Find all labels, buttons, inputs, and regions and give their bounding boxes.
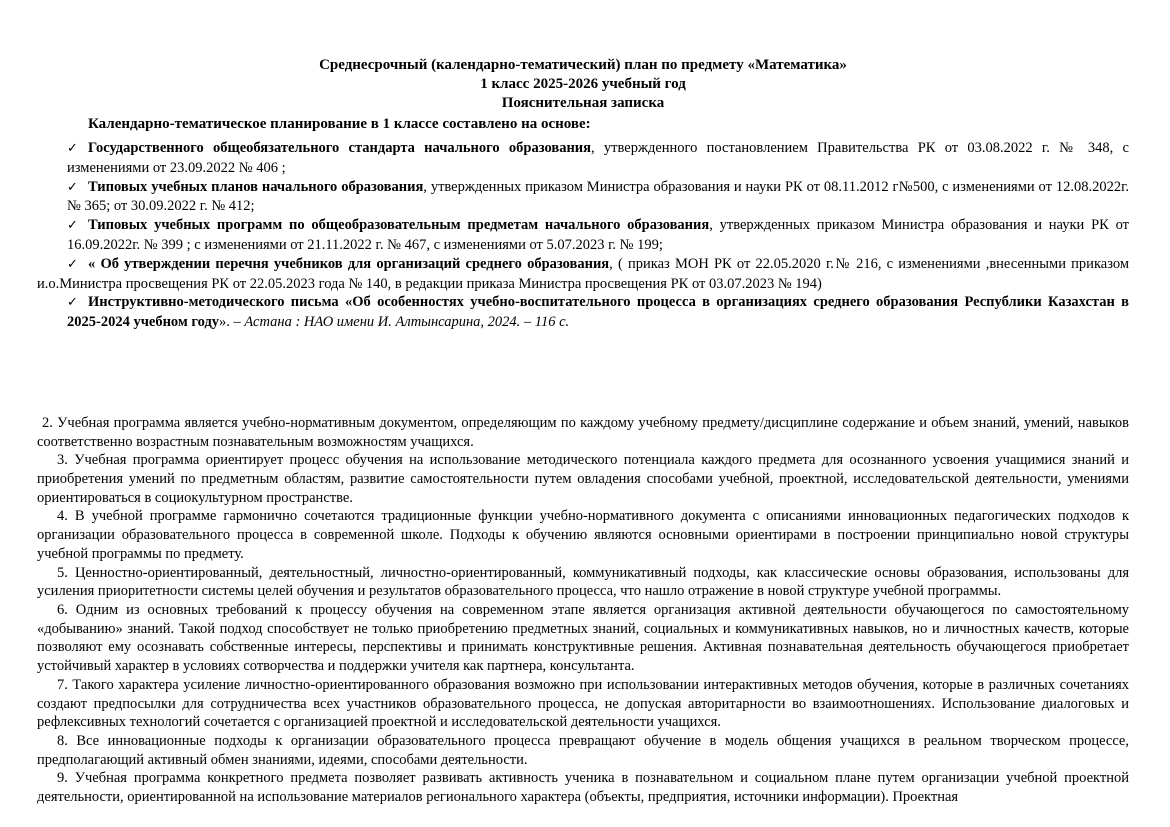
- intro-line: Календарно-тематическое планирование в 1 классе составлено на основе:: [88, 116, 591, 132]
- section-heading: Пояснительная записка: [501, 95, 665, 111]
- bullet-regular-text: , утвержденных приказом Министра образования и науки РК от 16.09.2022г. № 399 ; с изменениями от 21.11.2022 г. № 467, с изменениями от 5.07.2023 г. № 199;: [67, 217, 1129, 253]
- bullet-bold-text: Типовых учебных планов начального образования: [88, 178, 424, 195]
- bullet-bold-text: Государственного общеобязательного стандарта начального образования: [88, 140, 591, 156]
- list-item-standard: [67, 139, 1129, 178]
- body-text: [37, 414, 1129, 807]
- bullet-regular-text: ».: [219, 314, 234, 331]
- bullet-regular-text: , утвержденного постановлением Правительства РК от 03.08.2022 г. № 348, с изменениями от 23.09.2022 № 406 ;: [67, 140, 1129, 176]
- paragraph-5: 5. Ценностно-ориентированный, деятельностный, личностно-ориентированный, коммуникативный подходы, как классические основы образования, использованы для усиления приоритетности системы целей обучения и результатов образовательного процесса, что нашло отражение в новой структуре учебной программы.: [37, 564, 1129, 600]
- checkmark-icon: ✓: [67, 218, 78, 234]
- bullet-bold-text: Инструктивно-методического письма «Об особенностях учебно-воспитательного процесса в организациях среднего образования Республики Казахстан в 2025-2024 учебном году: [67, 294, 1129, 331]
- paragraph-8: 8. Все инновационные подходы к организации образовательного процесса превращают обучение в модель общения учащихся в реальном творческом процессе, предполагающий активный обмен знаниями, идеями, способами деятельности.: [37, 732, 1129, 768]
- document-subtitle: 1 класс 2025-2026 учебный год: [480, 76, 686, 92]
- paragraph-9: 9. Учебная программа конкретного предмета позволяет развивать активность ученика в познавательном и социальном плане путем организации учебной проектной деятельности, ориентированной на использование материалов регионального характера (объекты, предприятия, источники информации). Проектная: [37, 770, 1129, 806]
- document-title: Среднесрочный (календарно-тематический) план по предмету «Математика»: [319, 57, 847, 73]
- paragraph-7: 7. Такого характера усиление личностно-ориентированного образования возможно при использовании интерактивных методов обучения, которые в различных сочетаниях создают предпосылки для сотрудничества всех участников образовательного процесса, не допуская авторитарности во взаимоотношениях. Использование диалоговых и рефлексивных технологий сочетается с организацией проектной и исследовательской деятельности учащихся.: [37, 676, 1129, 731]
- list-item-textbooks: [37, 255, 1129, 294]
- bullet-italic-text: – Астана : НАО имени И. Алтынсарина, 2024. – 116 с.: [233, 314, 570, 331]
- title-block: [37, 56, 1129, 113]
- checkmark-icon: ✓: [67, 295, 78, 311]
- paragraph-2: 2. Учебная программа является учебно-нормативным документом, определяющим по каждому учебному предмету/дисциплине содержание и объем знаний, умений, навыков соответственно возрастным познавательным возможностям учащихся.: [37, 414, 1129, 450]
- bullet-bold-text: « Об утверждении перечня учебников для организаций среднего образования: [88, 255, 610, 272]
- paragraph-3: 3. Учебная программа ориентирует процесс обучения на использование методического потенциала каждого предмета для осознанного усвоения учащимися знаний и приобретения умений по предметным областям, развитие самостоятельности путем овладения способами учебной, проектной, исследовательской деятельности, умениями ориентироваться в социокультурном пространстве.: [37, 452, 1129, 506]
- checkmark-icon: ✓: [67, 141, 78, 156]
- list-item-curricula: [67, 178, 1129, 217]
- list-item-letter: [67, 293, 1129, 332]
- bullet-regular-text: , ( приказ МОН РК от 22.05.2020 г.№ 216, с изменениями ,внесенными приказом и.о.Министра просвещения РК от 22.05.2023 года № 140, в редакции приказа Министра просвещения РК от 03.07.2023 № 194): [37, 255, 1129, 292]
- paragraph-6: 6. Одним из основных требований к процессу обучения на современном этапе является организация активной деятельности обучающегося по самостоятельному «добыванию» знаний. Такой подход способствует не только приобретению предметных знаний, социальных и коммуникативных навыков, но и личностных качеств, которые позволяют ему осознавать собственные интересы, перспективы и принимать конструктивные решения. Активная познавательная деятельность обучающегося приобретает устойчивый характер в условиях сотворчества и поддержки учителя как партнера, консультанта.: [37, 602, 1129, 675]
- paragraph-4: 4. В учебной программе гармонично сочетаются традиционные функции учебно-нормативного документа с описаниями инновационных педагогических подходов к организации образовательного процесса в современной школе. Подходы к обучению являются основными ориентирами в построении принципиально новой структуры учебной программы по предмету.: [37, 508, 1129, 562]
- bullet-regular-text: , утвержденных приказом Министра образования и науки РК от 08.11.2012 г№500, с изменениями от 12.08.2022г. № 365; от 30.09.2022 г. № 412;: [67, 178, 1130, 215]
- bullet-bold-text: Типовых учебных программ по общеобразовательным предметам начального образования: [88, 217, 710, 234]
- checkmark-icon: ✓: [67, 256, 78, 272]
- checkmark-icon: ✓: [67, 179, 78, 195]
- bullet-list: [37, 139, 1129, 332]
- list-item-programs: [67, 216, 1129, 255]
